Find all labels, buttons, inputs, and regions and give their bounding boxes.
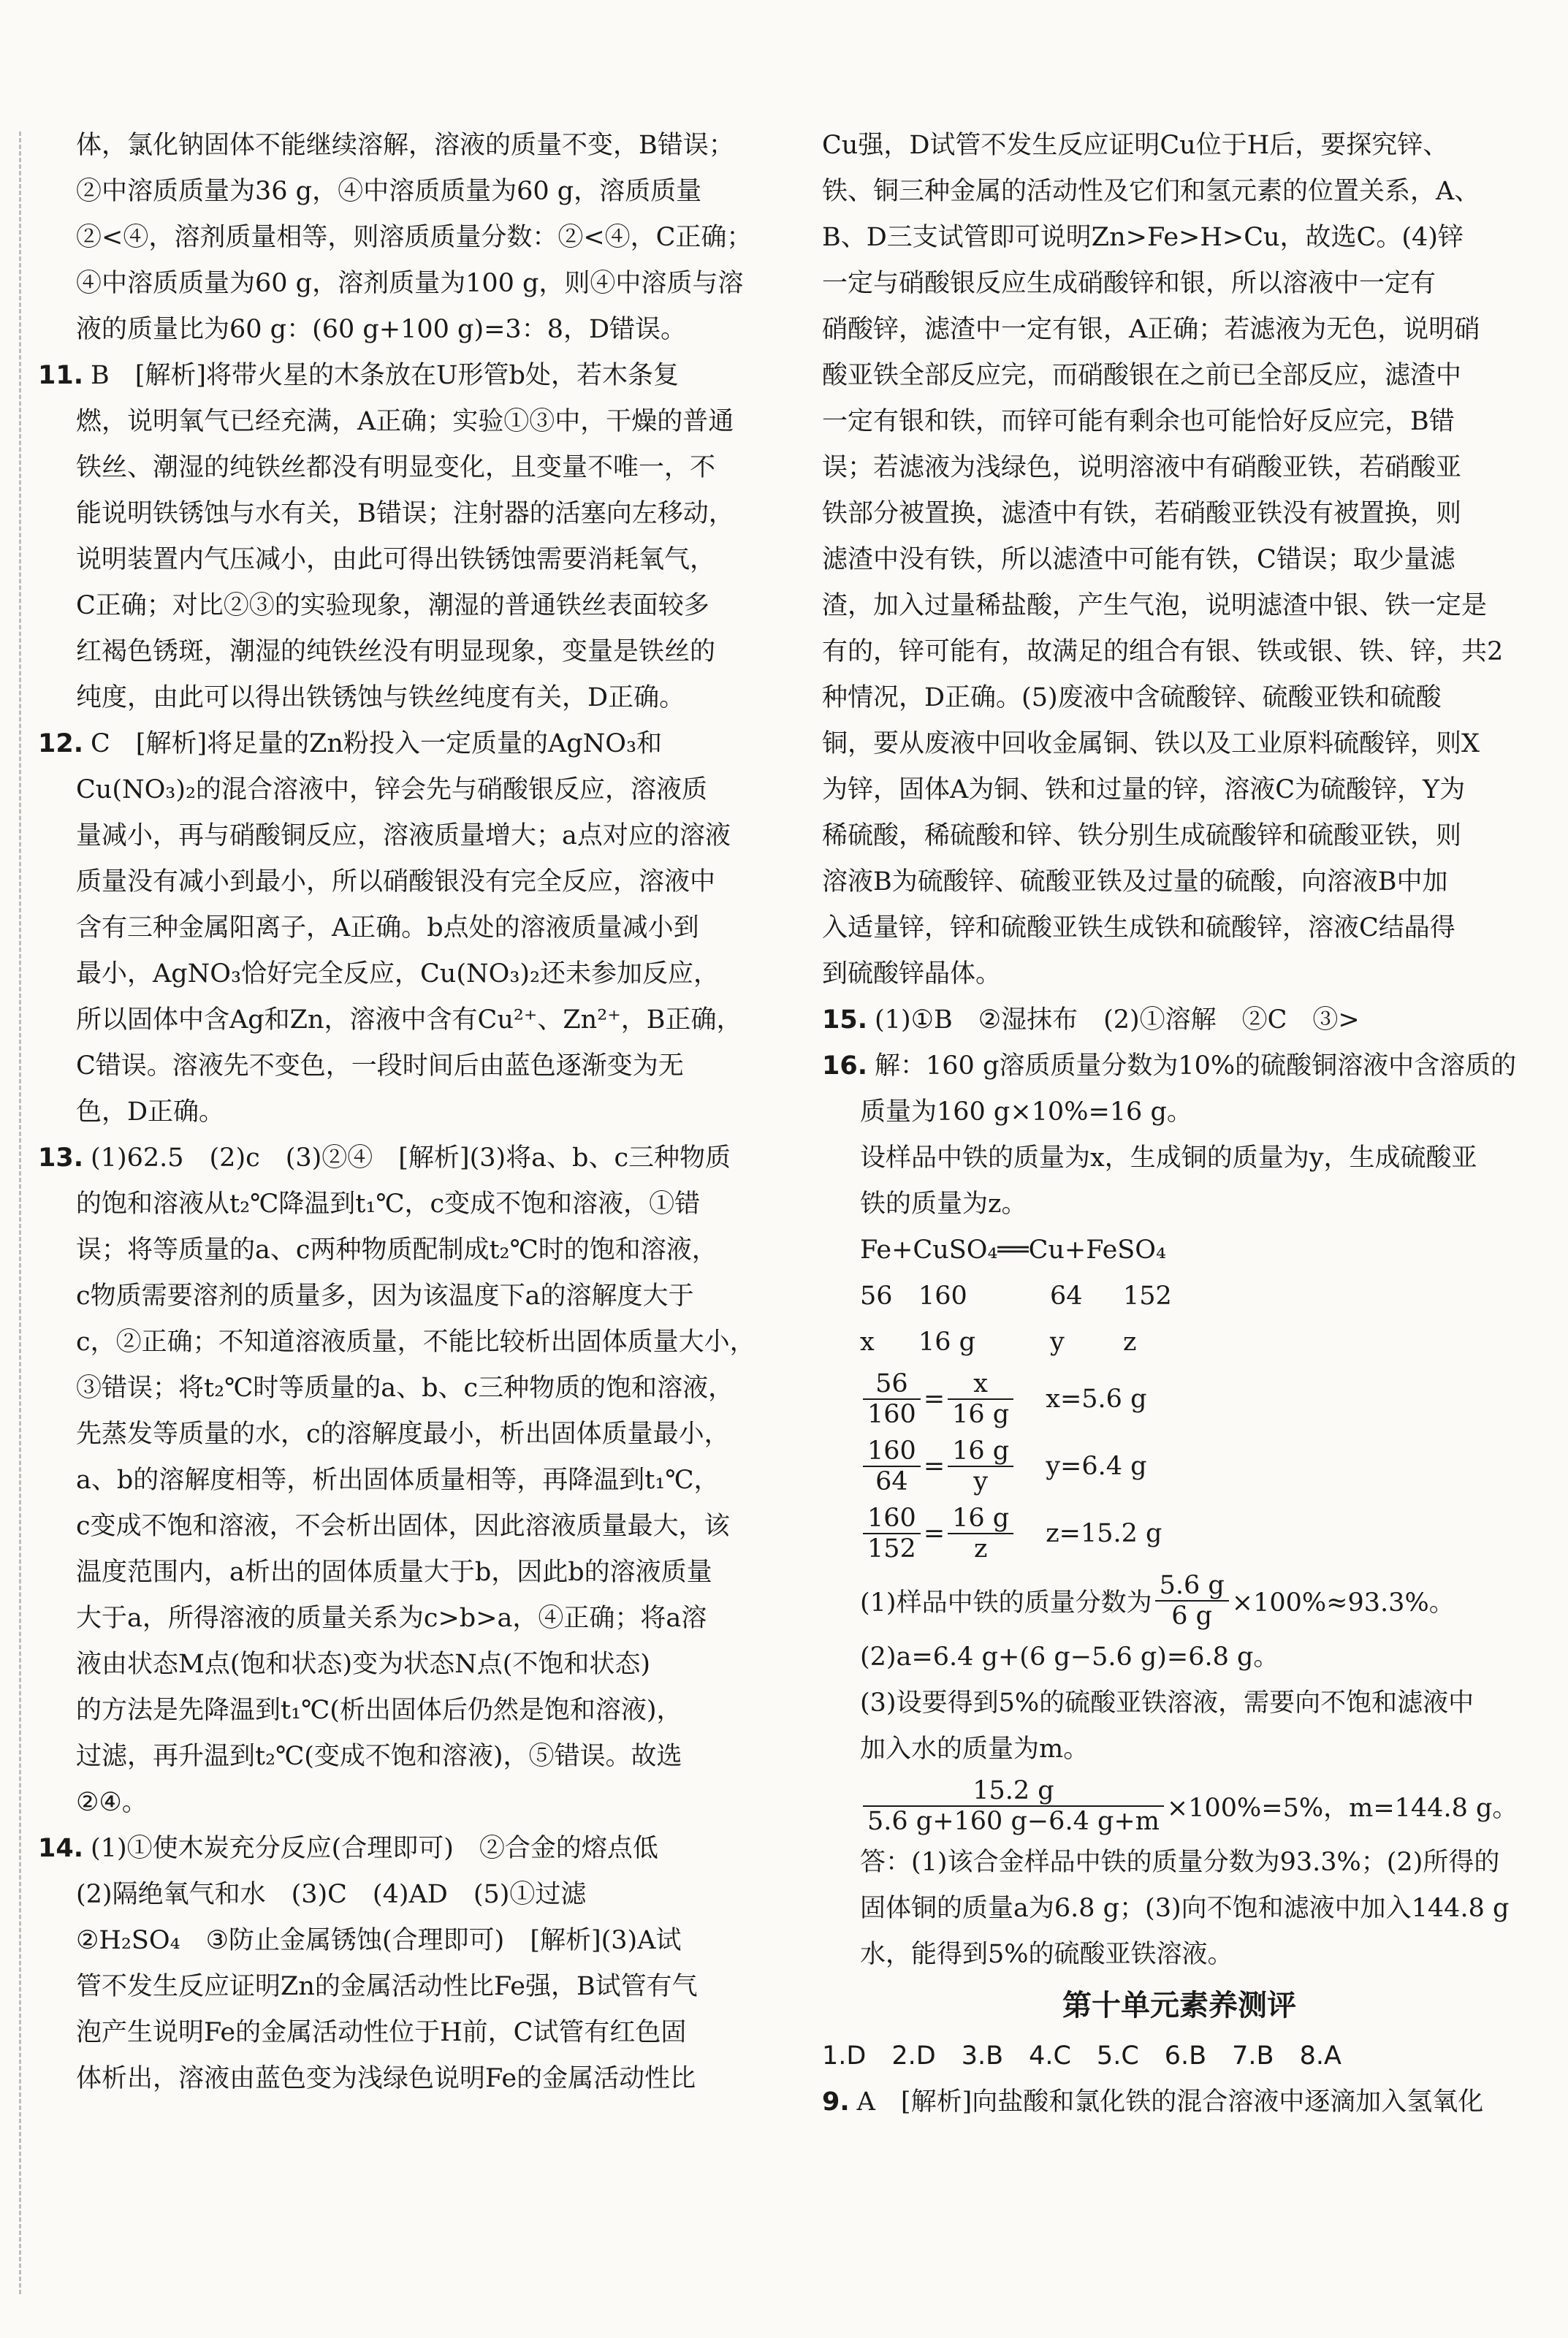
text-line: 能说明铁锈蚀与水有关，B错误；注射器的活塞向左移动，: [76, 499, 734, 528]
right-column: [822, 123, 1537, 2125]
text-line: c，②正确；不知道溶液质量，不能比较析出固体质量大小，: [76, 1328, 756, 1357]
text-line: ②④。: [76, 1788, 148, 1817]
text-line: 大于a，所得溶液的质量关系为c>b>a，④正确；将a溶: [76, 1604, 707, 1633]
denominator: z: [973, 1534, 988, 1564]
question-11-head: [38, 353, 753, 399]
text-line: 渣，加入过量稀盐酸，产生气泡，说明滤渣中银、铁一定是: [822, 591, 1488, 620]
question-14-head: [38, 1826, 753, 1872]
question-12-head: [38, 721, 753, 767]
proportion-z: $\frac{160}{152}$ = $\frac{16 g}{z}$ z=15.2 g: [822, 1500, 1537, 1567]
text-line: (3)设要得到5%的硫酸亚铁溶液，需要向不饱和滤液中: [860, 1688, 1474, 1718]
text-line: 说明装置内气压减小，由此可得出铁锈蚀需要消耗氧气，: [76, 545, 716, 574]
text-line: 过滤，再升温到t₂℃(变成不饱和溶液)，⑤错误。故选: [76, 1742, 682, 1771]
binding-margin-dashed-line: [19, 132, 21, 2294]
text-line: a、b的溶解度相等，析出固体质量相等，再降温到t₁℃，: [76, 1466, 720, 1495]
numerator: 16 g: [948, 1504, 1013, 1534]
text-line: 稀硫酸，稀硫酸和锌、铁分别生成硫酸锌和硫酸亚铁，则: [822, 821, 1462, 850]
denominator: 16 g: [952, 1400, 1010, 1429]
text-span: ×100%≈93.3%。: [1231, 1588, 1455, 1618]
quantity-row: [822, 1320, 1537, 1366]
text-line: ②中溶质质量为36 g，④中溶质质量为60 g，溶质质量: [76, 177, 702, 206]
question-number: 13.: [38, 1143, 84, 1173]
text-line: 铁部分被置换，滤渣中有铁，若硝酸亚铁没有被置换，则: [822, 499, 1462, 528]
proportion-x: $\frac{56}{160}$ = $\frac{x}{16 g}$ x=5.6 g: [822, 1366, 1537, 1433]
text-line: (2)a=6.4 g+(6 g−5.6 g)=6.8 g。: [860, 1642, 1279, 1672]
text-line: ④中溶质质量为60 g，溶剂质量为100 g，则④中溶质与溶: [76, 269, 744, 298]
question-number: 12.: [38, 729, 84, 758]
text-line: 铁的质量为z。: [860, 1189, 1027, 1219]
ratio-value: 64: [1050, 1282, 1083, 1311]
text-line: 种情况，D正确。(5)废液中含硫酸锌、硫酸亚铁和硫酸: [822, 683, 1442, 712]
text-line: 水，能得到5%的硫酸亚铁溶液。: [860, 1940, 1233, 1969]
text-line: 铁、铜三种金属的活动性及它们和氢元素的位置关系，A、: [822, 177, 1480, 206]
text-line: 一定有银和铁，而锌可能有剩余也可能恰好反应完，B错: [822, 407, 1455, 436]
denominator: 6 g: [1171, 1602, 1213, 1631]
question-text: (1)①使木炭充分反应(合理即可) ②合金的熔点低: [91, 1834, 658, 1863]
ratio-value: 16 g: [918, 1328, 976, 1357]
question-text: B [解析]将带火星的木条放在U形管b处，若木条复: [91, 361, 679, 390]
text-span: (1)样品中铁的质量分数为: [860, 1588, 1152, 1618]
fraction: [863, 1776, 1164, 1837]
question-text: A [解析]向盐酸和氯化铁的混合溶液中逐滴加入氢氧化: [856, 2087, 1484, 2117]
result: z=15.2 g: [1046, 1519, 1162, 1548]
text-line: 质量没有减小到最小，所以硝酸银没有完全反应，溶液中: [76, 867, 716, 896]
ratio-value: 56: [860, 1282, 893, 1311]
text-line: 先蒸发等质量的水，c的溶解度最小，析出固体质量最小，: [76, 1420, 730, 1449]
text-line: 的饱和溶液从t₂℃降温到t₁℃，c变成不饱和溶液，①错: [76, 1189, 701, 1219]
text-line: B、D三支试管即可说明Zn>Fe>H>Cu，故选C。(4)锌: [822, 223, 1464, 252]
text-line: 误；将等质量的a、c两种物质配制成t₂℃时的饱和溶液，: [76, 1235, 718, 1265]
text-line: 燃，说明氧气已经充满，A正确；实验①③中，干燥的普通: [76, 407, 734, 436]
text-line: 量减小，再与硝酸铜反应，溶液质量增大；a点对应的溶液: [76, 821, 731, 850]
text-span: ×100%=5%，m=144.8 g。: [1166, 1794, 1518, 1823]
proportion-y: $\frac{160}{64}$ = $\frac{16 g}{y}$ y=6.4 g: [822, 1433, 1537, 1500]
text-line: c变成不饱和溶液，不会析出固体，因此溶液质量最大，该: [76, 1512, 730, 1541]
numerator: x: [948, 1369, 1013, 1400]
question-9: [822, 2079, 1537, 2125]
text-line: 误；若滤液为浅绿色，说明溶液中有硝酸亚铁，若硝酸亚: [822, 453, 1462, 482]
text-line: (2)隔绝氧气和水 (3)C (4)AD (5)①过滤: [76, 1880, 587, 1909]
water-mass-equation: [822, 1772, 1537, 1840]
numerator: 16 g: [948, 1436, 1013, 1467]
text-line: 滤渣中没有铁，所以滤渣中可能有铁，C错误；取少量滤: [822, 545, 1455, 574]
fraction: [863, 1504, 921, 1564]
fraction: [863, 1369, 921, 1430]
fraction: [863, 1436, 921, 1497]
ratio-value: 160: [918, 1282, 967, 1311]
text-line: C错误。溶液先不变色，一段时间后由蓝色逐渐变为无: [76, 1051, 684, 1081]
question-text: 解：160 g溶质质量分数为10%的硫酸铜溶液中含溶质的: [875, 1051, 1517, 1081]
text-line: 液由状态M点(饱和状态)变为状态N点(不饱和状态): [76, 1650, 651, 1679]
text-line: 铁丝、潮湿的纯铁丝都没有明显变化，且变量不唯一，不: [76, 453, 716, 482]
left-column: [38, 123, 756, 2102]
denominator: 64: [875, 1467, 908, 1496]
text-line: ②<④，溶剂质量相等，则溶质质量分数：②<④，C正确；: [76, 223, 753, 252]
text-line: 铜，要从废液中回收金属铜、铁以及工业原料硫酸锌，则X: [822, 729, 1480, 758]
fraction: [948, 1436, 1013, 1497]
text-line: 体析出，溶液由蓝色变为浅绿色说明Fe的金属活动性比: [76, 2064, 696, 2093]
text-line: 有的，锌可能有，故满足的组合有银、铁或银、铁、锌，共2: [822, 637, 1504, 666]
question-text: (1)62.5 (2)c (3)②④ [解析](3)将a、b、c三种物质: [91, 1143, 731, 1173]
question-text: (1)①B ②湿抹布 (2)①溶解 ②C ③>: [875, 1005, 1360, 1035]
result: x=5.6 g: [1046, 1385, 1147, 1414]
answer-key-line: 1.D 2.D 3.B 4.C 5.C 6.B 7.B 8.A: [822, 2041, 1341, 2071]
question-number: 16.: [822, 1051, 868, 1081]
result: y=6.4 g: [1046, 1452, 1147, 1481]
question-number: 15.: [822, 1005, 868, 1035]
ratio-value: z: [1123, 1328, 1137, 1357]
text-line: 液的质量比为60 g：(60 g+100 g)=3：8，D错误。: [76, 315, 687, 344]
question-text: C [解析]将足量的Zn粉投入一定质量的AgNO₃和: [91, 729, 662, 758]
text-line: 加入水的质量为m。: [860, 1735, 1089, 1764]
text-line: 泡产生说明Fe的金属活动性位于H前，C试管有红色固: [76, 2018, 687, 2047]
denominator: 5.6 g+160 g−6.4 g+m: [867, 1807, 1160, 1836]
question-15: [822, 997, 1537, 1043]
question-number: 14.: [38, 1834, 84, 1863]
ratio-value: 152: [1123, 1282, 1172, 1311]
text-line: 质量为160 g×10%=16 g。: [860, 1097, 1192, 1127]
numerator: 160: [863, 1436, 921, 1467]
text-line: 色，D正确。: [76, 1097, 225, 1127]
text-line: 为锌，固体A为铜、铁和过量的锌，溶液C为硫酸锌，Y为: [822, 775, 1466, 804]
numerator: 56: [863, 1369, 921, 1400]
question-16-head: [822, 1043, 1537, 1089]
numerator: 15.2 g: [863, 1776, 1164, 1807]
text-line: 固体铜的质量a为6.8 g；(3)向不饱和滤液中加入144.8 g: [860, 1894, 1510, 1923]
fraction: [948, 1504, 1013, 1564]
numerator: 5.6 g: [1155, 1571, 1229, 1602]
text-line: Cu强，D试管不发生反应证明Cu位于H后，要探究锌、: [822, 131, 1449, 160]
fraction: [948, 1369, 1013, 1430]
text-line: 入适量锌，锌和硫酸亚铁生成铁和硫酸锌，溶液C结晶得: [822, 913, 1455, 943]
fraction: [1155, 1571, 1229, 1631]
iron-mass-fraction: [822, 1567, 1537, 1634]
text-line: 到硫酸锌晶体。: [822, 959, 1002, 989]
numerator: 160: [863, 1504, 921, 1534]
text-line: 溶液B为硫酸锌、硫酸亚铁及过量的硫酸，向溶液B中加: [822, 867, 1448, 896]
text-line: C正确；对比②③的实验现象，潮湿的普通铁丝表面较多: [76, 591, 709, 620]
ratio-value: y: [1050, 1328, 1065, 1357]
question-number: 11.: [38, 361, 84, 390]
denominator: 160: [867, 1400, 916, 1429]
text-line: 酸亚铁全部反应完，而硝酸银在之前已全部反应，滤渣中: [822, 361, 1462, 390]
text-line: 一定与硝酸银反应生成硝酸锌和银，所以溶液中一定有: [822, 269, 1436, 298]
text-line: 的方法是先降温到t₁℃(析出固体后仍然是饱和溶液)，: [76, 1696, 682, 1725]
text-line: 所以固体中含Ag和Zn，溶液中含有Cu²⁺、Zn²⁺，B正确，: [76, 1005, 742, 1035]
text-line: 答：(1)该合金样品中铁的质量分数为93.3%；(2)所得的: [860, 1848, 1500, 1877]
text-line: c物质需要溶剂的质量多，因为该温度下a的溶解度大于: [76, 1282, 694, 1311]
text-line: ③错误；将t₂℃时等质量的a、b、c三种物质的饱和溶液，: [76, 1374, 734, 1403]
text-line: 温度范围内，a析出的固体质量大于b，因此b的溶液质量: [76, 1558, 712, 1587]
text-line: 最小，AgNO₃恰好完全反应，Cu(NO₃)₂还未参加反应，: [76, 959, 720, 989]
question-13-head: [38, 1135, 753, 1181]
chemical-equation: Fe+CuSO₄══Cu+FeSO₄: [860, 1235, 1167, 1265]
text-line: 设样品中铁的质量为x，生成铜的质量为y，生成硫酸亚: [860, 1143, 1477, 1173]
text-line: 纯度，由此可以得出铁锈蚀与铁丝纯度有关，D正确。: [76, 683, 685, 712]
text-line: 红褐色锈斑，潮湿的纯铁丝没有明显现象，变量是铁丝的: [76, 637, 716, 666]
text-line: 含有三种金属阳离子，A正确。b点处的溶液质量减小到: [76, 913, 699, 943]
text-line: 硝酸锌，滤渣中一定有银，A正确；若滤液为无色，说明硝: [822, 315, 1480, 344]
question-number: 9.: [822, 2087, 850, 2117]
denominator: y: [973, 1467, 989, 1496]
molar-mass-row: [822, 1273, 1537, 1320]
section-heading: 第十单元素养测评: [1062, 1989, 1296, 2022]
text-line: 体，氯化钠固体不能继续溶解，溶液的质量不变，B错误；: [76, 131, 734, 160]
text-line: 管不发生反应证明Zn的金属活动性比Fe强，B试管有气: [76, 1972, 698, 2001]
text-line: ②H₂SO₄ ③防止金属锈蚀(合理即可) [解析](3)A试: [76, 1926, 682, 1955]
ratio-value: x: [860, 1328, 875, 1357]
denominator: 152: [867, 1534, 916, 1564]
text-line: Cu(NO₃)₂的混合溶液中，锌会先与硝酸银反应，溶液质: [76, 775, 708, 804]
